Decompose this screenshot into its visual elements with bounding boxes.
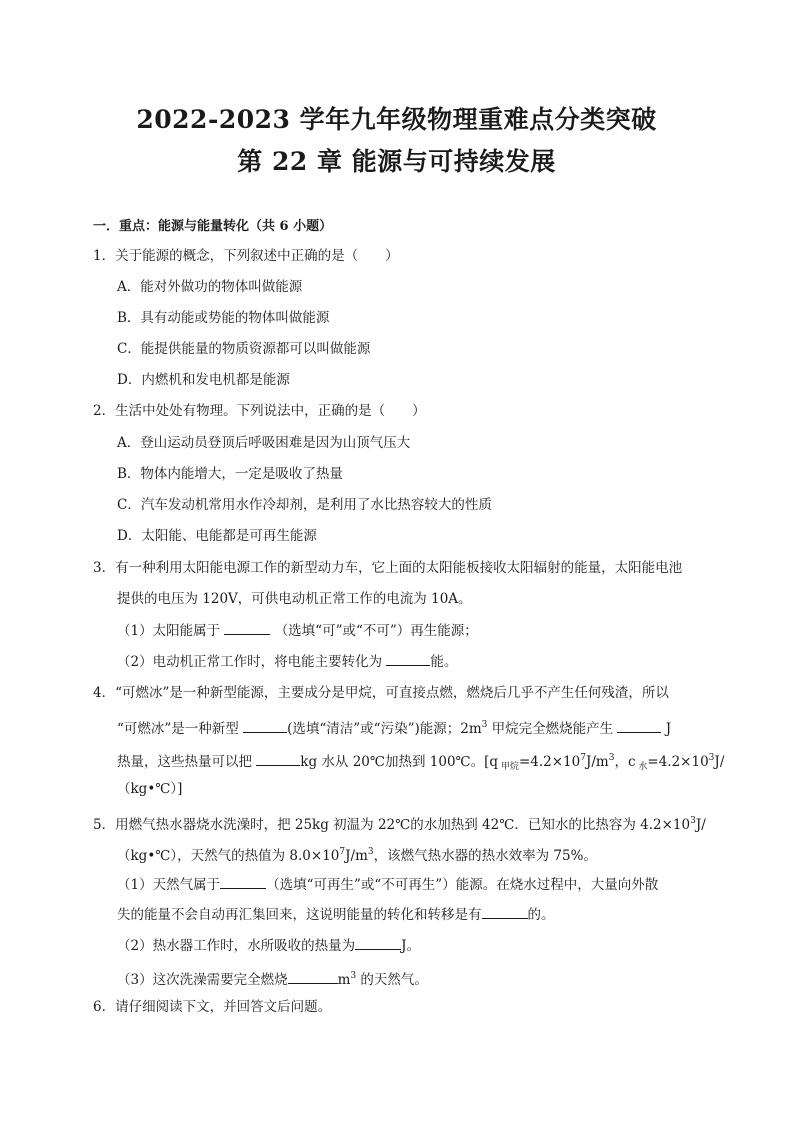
subscript: 水 xyxy=(635,762,648,772)
answer-blank[interactable] xyxy=(220,875,266,889)
chapter-title: 第 22 章 能源与可持续发展 xyxy=(237,147,556,176)
superscript: 3 xyxy=(608,753,615,763)
text: m xyxy=(337,972,351,988)
text: （1）太阳能属于 xyxy=(117,623,221,639)
superscript: 3 xyxy=(481,720,488,730)
text: 失的能量不会自动再汇集回来，这说明能量的转化和转移是有 xyxy=(117,907,482,923)
question-1-option-b: B．具有动能或势能的物体叫做能源 xyxy=(117,310,330,326)
text: “可燃冰”是一种新型 xyxy=(117,721,239,737)
answer-blank[interactable] xyxy=(386,652,430,666)
text: ，c xyxy=(614,754,636,770)
question-2-option-d: D．太阳能、电能都是可再生能源 xyxy=(117,528,317,544)
question-1-stem: 1．关于能源的概念，下列叙述中正确的是（ ） xyxy=(93,248,399,264)
text: （3）这次洗澡需要完全燃烧 xyxy=(117,972,288,988)
question-4-line4: （kg•℃）] xyxy=(117,781,183,797)
answer-blank[interactable] xyxy=(482,905,528,919)
text: （选填“可再生”或“不可再生”）能源。在烧水过程中，大量向外散 xyxy=(266,877,659,893)
question-2-option-c: C．汽车发动机常用水作冷却剂，是利用了水比热容较大的性质 xyxy=(117,497,492,513)
text: 能。 xyxy=(430,654,458,670)
question-2-option-a: A．登山运动员登顶后呼吸困难是因为山顶气压大 xyxy=(117,435,411,451)
text: 的。 xyxy=(527,907,555,923)
question-3-part-1 xyxy=(117,621,478,640)
question-1-option-d: D．内燃机和发电机都是能源 xyxy=(117,372,290,388)
document-title: 2022-2023 学年九年级物理重难点分类突破 xyxy=(136,105,657,134)
text: =4.2×10 xyxy=(647,754,709,770)
question-4-line2 xyxy=(117,716,671,738)
question-1-option-a: A．能对外做功的物体叫做能源 xyxy=(117,279,303,295)
text: (选填“清洁”或“污染”)能源；2m xyxy=(287,721,482,737)
question-3-stem-line2: 提供的电压为 120V，可供电动机正常工作的电流为 10A。 xyxy=(117,591,472,607)
superscript: 3 xyxy=(690,816,696,826)
text: kg 水从 20℃加热到 100℃。[q xyxy=(300,754,499,770)
question-4-line1: 4．“可燃冰”是一种新型能源，主要成分是甲烷，可直接点燃，燃烧后几乎不产生任何残渣，所以 xyxy=(93,685,669,701)
question-2-stem: 2．生活中处处有物理。下列说法中，正确的是（ ） xyxy=(93,403,426,419)
text: J xyxy=(665,721,672,737)
answer-blank[interactable] xyxy=(243,719,287,733)
superscript: 3 xyxy=(367,847,374,857)
text: 的天然气。 xyxy=(356,972,428,988)
question-2-option-b: B．物体内能增大，一定是吸收了热量 xyxy=(117,466,343,482)
answer-blank[interactable] xyxy=(355,936,401,950)
text: （kg•℃），天然气的热值为 8.0×10 xyxy=(117,848,340,864)
superscript: 3 xyxy=(350,971,357,981)
text: （2）热水器工作时，水所吸收的热量为 xyxy=(117,938,356,954)
text: =4.2×10 xyxy=(518,754,581,770)
question-5-line1 xyxy=(93,812,706,834)
text: J/m xyxy=(585,754,609,770)
superscript: 7 xyxy=(580,753,586,763)
text: 甲烷完全燃烧能产生 xyxy=(487,721,614,737)
question-3-stem-line1: 3．有一种利用太阳能电源工作的新型动力车，它上面的太阳能板接收太阳辐射的能量，太阳能电池 xyxy=(93,560,683,576)
question-5-part-2 xyxy=(117,936,420,955)
text: 热量，这些热量可以把 xyxy=(117,754,252,770)
question-3-part-2 xyxy=(117,652,457,671)
superscript: 3 xyxy=(708,753,715,763)
question-4-line3 xyxy=(117,749,724,776)
question-6-stem: 6．请仔细阅读下文，并回答文后问题。 xyxy=(93,999,332,1015)
text: J/ xyxy=(695,817,706,833)
superscript: 7 xyxy=(339,847,346,857)
text: （1）天然气属于 xyxy=(117,877,221,893)
text: J。 xyxy=(401,938,421,954)
question-5-part-1-cont xyxy=(117,905,555,924)
question-5-part-3 xyxy=(117,967,428,989)
answer-blank[interactable] xyxy=(617,719,661,733)
text: J/ xyxy=(714,754,725,770)
text: ，该燃气热水器的热水效率为 75%。 xyxy=(373,848,597,864)
text: （选填“可”或“不可”）再生能源； xyxy=(274,623,478,639)
answer-blank[interactable] xyxy=(224,621,270,635)
question-1-option-c: C．能提供能量的物质资源都可以叫做能源 xyxy=(117,341,371,357)
text: （2）电动机正常工作时，将电能主要转化为 xyxy=(117,654,383,670)
text: J/m xyxy=(345,848,368,864)
question-5-line2 xyxy=(117,843,597,865)
question-5-part-1 xyxy=(117,875,658,894)
answer-blank[interactable] xyxy=(256,752,300,766)
subscript: 甲烷 xyxy=(498,762,519,772)
text: 5．用燃气热水器烧水洗澡时，把 25kg 初温为 22℃的水加热到 42℃．已知水的比热容为 4.2×10 xyxy=(93,817,691,833)
answer-blank[interactable] xyxy=(288,970,338,984)
section-heading: 一．重点：能源与能量转化（共 6 小题） xyxy=(93,219,333,234)
